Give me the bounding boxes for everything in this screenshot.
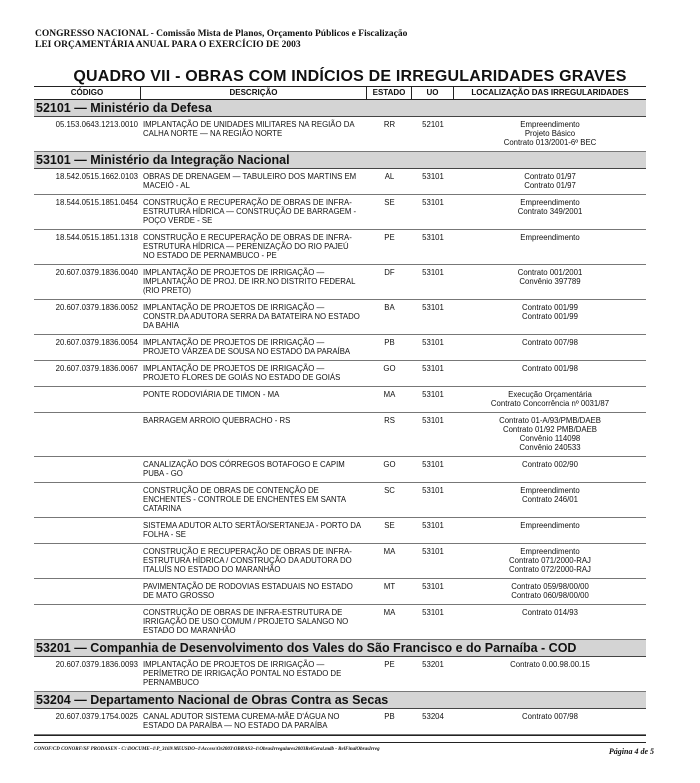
row-uo: 53101 xyxy=(422,268,444,277)
location-line: Contrato 060/98/00/00 xyxy=(511,591,589,600)
row-location xyxy=(454,268,646,295)
location-line: Empreendimento xyxy=(520,198,580,207)
row-state: MT xyxy=(383,582,396,591)
row-uo: 53204 xyxy=(422,712,444,721)
row-location xyxy=(454,390,646,408)
row-uo: 53101 xyxy=(422,233,444,242)
row-code: 20.607.0379.1836.0093 xyxy=(55,660,138,669)
row-state: PB xyxy=(384,338,395,347)
row-description: CONSTRUÇÃO E RECUPERAÇÃO DE OBRAS DE INFRA-ESTRUTURA HÍDRICA — CONSTRUÇÃO DE BARRAGEM - POÇO VERDE - SE xyxy=(143,198,357,225)
row-location xyxy=(454,172,646,190)
location-line: Contrato 072/2000-RAJ xyxy=(509,565,591,574)
row-code xyxy=(34,582,141,600)
row-code: 18.544.0515.1851.0454 xyxy=(55,198,138,207)
row-uo: 53201 xyxy=(422,660,444,669)
location-line: Contrato 001/99 xyxy=(522,303,578,312)
location-line: Projeto Básico xyxy=(524,129,576,138)
location-line: Contrato 013/2001-6º BEC xyxy=(503,138,597,147)
header-line-2: LEI ORÇAMENTÁRIA ANUAL PARA O EXERCÍCIO DE 2003 xyxy=(35,40,301,50)
row-description: IMPLANTAÇÃO DE PROJETOS DE IRRIGAÇÃO — PROJETO FLORES DE GOIÁS NO ESTADO DE GOIÁS xyxy=(143,364,341,382)
row-uo: 53101 xyxy=(422,547,444,556)
section-header: 52101 — Ministério da Defesa xyxy=(34,100,646,117)
row-location xyxy=(454,364,646,382)
row-description: IMPLANTAÇÃO DE PROJETOS DE IRRIGAÇÃO — PROJETO VÁRZEA DE SOUSA NO ESTADO DA PARAÍBA xyxy=(143,338,351,356)
column-header-uo: UO xyxy=(412,87,454,99)
row-uo: 53101 xyxy=(422,416,444,425)
row-description: IMPLANTAÇÃO DE UNIDADES MILITARES NA REGIÃO DA CALHA NORTE — NA REGIÃO NORTE xyxy=(143,120,355,138)
row-location xyxy=(454,198,646,225)
footer-divider xyxy=(34,742,646,743)
row-state: GO xyxy=(383,460,396,469)
row-description: CONSTRUÇÃO E RECUPERAÇÃO DE OBRAS DE INFRA-ESTRUTURA HÍDRICA — PERENIZAÇÃO DO RIO PAJEÚ NO ESTADO DE PERNAMBUCO - PE xyxy=(143,233,352,260)
row-uo: 53101 xyxy=(422,582,444,591)
row-description: CANAL ADUTOR SISTEMA CUREMA-MÃE D'ÁGUA NO ESTADO DA PARAÍBA — NO ESTADO DA PARAÍBA xyxy=(143,712,340,730)
column-header-state: ESTADO xyxy=(367,87,412,99)
row-state: DF xyxy=(384,268,395,277)
row-uo: 53101 xyxy=(422,338,444,347)
table-row xyxy=(34,605,646,640)
section-header: 53201 — Companhia de Desenvolvimento dos Vales do São Francisco e do Parnaíba - COD xyxy=(34,640,646,657)
location-line: Contrato 349/2001 xyxy=(517,207,583,216)
document-header xyxy=(35,29,407,51)
table-row xyxy=(34,335,646,361)
location-line: Contrato 001/98 xyxy=(522,364,578,373)
table-row xyxy=(34,709,646,735)
location-line: Contrato 01/97 xyxy=(524,172,576,181)
row-state: SC xyxy=(384,486,395,495)
row-code: 20.607.0379.1836.0052 xyxy=(55,303,138,312)
row-location xyxy=(454,582,646,600)
location-line: Contrato 071/2000-RAJ xyxy=(509,556,591,565)
row-description: SISTEMA ADUTOR ALTO SERTÃO/SERTANEJA - PORTO DA FOLHA - SE xyxy=(143,521,361,539)
column-header-code: CÓDIGO xyxy=(34,87,141,99)
table-row xyxy=(34,230,646,265)
row-description: IMPLANTAÇÃO DE PROJETOS DE IRRIGAÇÃO — CONSTR.DA ADUTORA SERRA DA BATATEIRA NO ESTADO DA BAHIA xyxy=(143,303,360,330)
row-uo: 53101 xyxy=(422,460,444,469)
row-description: PONTE RODOVIÁRIA DE TIMON - MA xyxy=(143,390,280,399)
table-row xyxy=(34,579,646,605)
row-code xyxy=(34,390,141,408)
row-state: MA xyxy=(383,608,396,617)
location-line: Empreendimento xyxy=(520,521,580,530)
row-uo: 53101 xyxy=(422,608,444,617)
table-row xyxy=(34,483,646,518)
table-row xyxy=(34,169,646,195)
row-uo: 53101 xyxy=(422,198,444,207)
row-state: PE xyxy=(384,233,395,242)
location-line: Contrato 059/98/00/00 xyxy=(511,582,589,591)
row-state: BA xyxy=(384,303,395,312)
location-line: Convênio 240533 xyxy=(519,443,581,452)
row-code: 18.544.0515.1851.1318 xyxy=(55,233,138,242)
row-description: CONSTRUÇÃO DE OBRAS DE CONTENÇÃO DE ENCHENTES - CONTROLE DE ENCHENTES EM SANTA CATARINA xyxy=(143,486,346,513)
row-location xyxy=(454,608,646,635)
row-description: CANALIZAÇÃO DOS CÓRREGOS BOTAFOGO E CAPIM PUBA - GO xyxy=(143,460,345,478)
location-line: Contrato 001/99 xyxy=(522,312,578,321)
row-location xyxy=(454,547,646,574)
location-line: Contrato 001/2001 xyxy=(517,268,583,277)
column-header-row xyxy=(34,87,646,100)
row-state: MA xyxy=(383,390,396,399)
location-line: Execução Orçamentária xyxy=(508,390,592,399)
row-code: 20.607.0379.1836.0054 xyxy=(55,338,138,347)
row-uo: 53101 xyxy=(422,390,444,399)
location-line: Convênio 397789 xyxy=(519,277,581,286)
table-row xyxy=(34,387,646,413)
row-state: MA xyxy=(383,547,396,556)
row-uo: 53101 xyxy=(422,364,444,373)
row-state: PE xyxy=(384,660,395,669)
table-row xyxy=(34,518,646,544)
page-number: Página 4 de 5 xyxy=(608,747,654,756)
location-line: Contrato 007/98 xyxy=(522,712,578,721)
row-description: PAVIMENTAÇÃO DE RODOVIAS ESTADUAIS NO ESTADO DE MATO GROSSO xyxy=(143,582,353,600)
row-state: GO xyxy=(383,364,396,373)
row-state: AL xyxy=(384,172,395,181)
row-code xyxy=(34,547,141,574)
row-description: CONSTRUÇÃO DE OBRAS DE INFRA-ESTRUTURA DE IRRIGAÇÃO DE USO COMUM / PROJETO SALANGO NO ESTADO DO MARANHÃO xyxy=(143,608,349,635)
location-line: Convênio 114098 xyxy=(519,434,581,443)
row-code: 20.607.0379.1836.0067 xyxy=(55,364,138,373)
location-line: Contrato 014/93 xyxy=(522,608,578,617)
location-line: Contrato 007/98 xyxy=(522,338,578,347)
row-location xyxy=(454,521,646,539)
location-line: Contrato 01-A/93/PMB/DAEB xyxy=(499,416,601,425)
row-code: 20.607.0379.1836.0040 xyxy=(55,268,138,277)
table-title: QUADRO VII - OBRAS COM INDÍCIOS DE IRREGULARIDADES GRAVES xyxy=(73,68,627,85)
row-location xyxy=(454,712,646,730)
table-row xyxy=(34,300,646,335)
location-line: Empreendimento xyxy=(520,547,580,556)
location-line: Empreendimento xyxy=(520,233,580,242)
column-header-description: DESCRIÇÃO xyxy=(141,87,367,99)
location-line: Contrato 01/92 PMB/DAEB xyxy=(502,425,598,434)
row-code xyxy=(34,416,141,452)
row-code xyxy=(34,486,141,513)
table-body xyxy=(34,100,646,735)
table-row xyxy=(34,657,646,692)
row-description: IMPLANTAÇÃO DE PROJETOS DE IRRIGAÇÃO — PERÍMETRO DE IRRIGAÇÃO PONTAL NO ESTADO DE PERNAMBUCO xyxy=(143,660,342,687)
location-line: Contrato 0.00.98.00.15 xyxy=(510,660,590,669)
row-location xyxy=(454,120,646,147)
row-location xyxy=(454,486,646,513)
row-code xyxy=(34,608,141,635)
table-row xyxy=(34,544,646,579)
row-location xyxy=(454,660,646,687)
table-row xyxy=(34,457,646,483)
row-state: RR xyxy=(383,120,396,129)
row-code: 20.607.0379.1754.0025 xyxy=(55,712,138,721)
location-line: Empreendimento xyxy=(520,486,580,495)
footer-path: CONOF/CD CONORF/SF PRODASEN - C:\DOCUME~1\P_3169\MEUSDO~1\Access\Or2003\OBRAS3~1\ObrasIrregulares2003RelGeral.mdb - RelFinalObrasIrreg xyxy=(34,747,380,752)
row-state: SE xyxy=(384,198,395,207)
row-uo: 53101 xyxy=(422,521,444,530)
row-state: PB xyxy=(384,712,395,721)
row-description: CONSTRUÇÃO E RECUPERAÇÃO DE OBRAS DE INFRA-ESTRUTURA HÍDRICA / CONSTRUÇÃO DA ADUTORA DO ITALUÍS NO ESTADO DO MARANHÃO xyxy=(143,547,352,574)
row-code xyxy=(34,460,141,478)
row-code xyxy=(34,521,141,539)
location-line: Contrato 246/01 xyxy=(522,495,578,504)
row-location xyxy=(454,233,646,260)
row-state: SE xyxy=(384,521,395,530)
row-description: BARRAGEM ARROIO QUEBRACHO - RS xyxy=(143,416,291,425)
table-row xyxy=(34,361,646,387)
row-code: 05.153.0643.1213.0010 xyxy=(55,120,138,129)
row-location xyxy=(454,338,646,356)
row-uo: 53101 xyxy=(422,172,444,181)
row-state: RS xyxy=(384,416,395,425)
row-location xyxy=(454,460,646,478)
row-location xyxy=(454,303,646,330)
header-line-1: CONGRESSO NACIONAL - Comissão Mista de Planos, Orçamento Públicos e Fiscalização xyxy=(35,29,408,39)
table-row xyxy=(34,413,646,457)
row-uo: 53101 xyxy=(422,486,444,495)
section-header: 53101 — Ministério da Integração Nacional xyxy=(34,152,646,169)
location-line: Contrato Concorrência nº 0031/87 xyxy=(490,399,610,408)
table-row xyxy=(34,117,646,152)
row-uo: 52101 xyxy=(422,120,444,129)
row-uo: 53101 xyxy=(422,303,444,312)
location-line: Contrato 01/97 xyxy=(524,181,576,190)
table-row xyxy=(34,195,646,230)
row-code: 18.542.0515.1662.0103 xyxy=(55,172,138,181)
row-location xyxy=(454,416,646,452)
location-line: Contrato 002/90 xyxy=(522,460,578,469)
table-row xyxy=(34,265,646,300)
column-header-location: LOCALIZAÇÃO DAS IRREGULARIDADES xyxy=(471,88,629,97)
location-line: Empreendimento xyxy=(520,120,580,129)
section-header: 53204 — Departamento Nacional de Obras Contra as Secas xyxy=(34,692,646,709)
row-description: IMPLANTAÇÃO DE PROJETOS DE IRRIGAÇÃO — IMPLANTAÇÃO DE PROJ. DE IRR.NO DISTRITO FEDERAL (RIO PRETO) xyxy=(143,268,356,295)
irregularities-table xyxy=(34,86,646,736)
row-description: OBRAS DE DRENAGEM — TABULEIRO DOS MARTINS EM MACEIÓ - AL xyxy=(143,172,357,190)
